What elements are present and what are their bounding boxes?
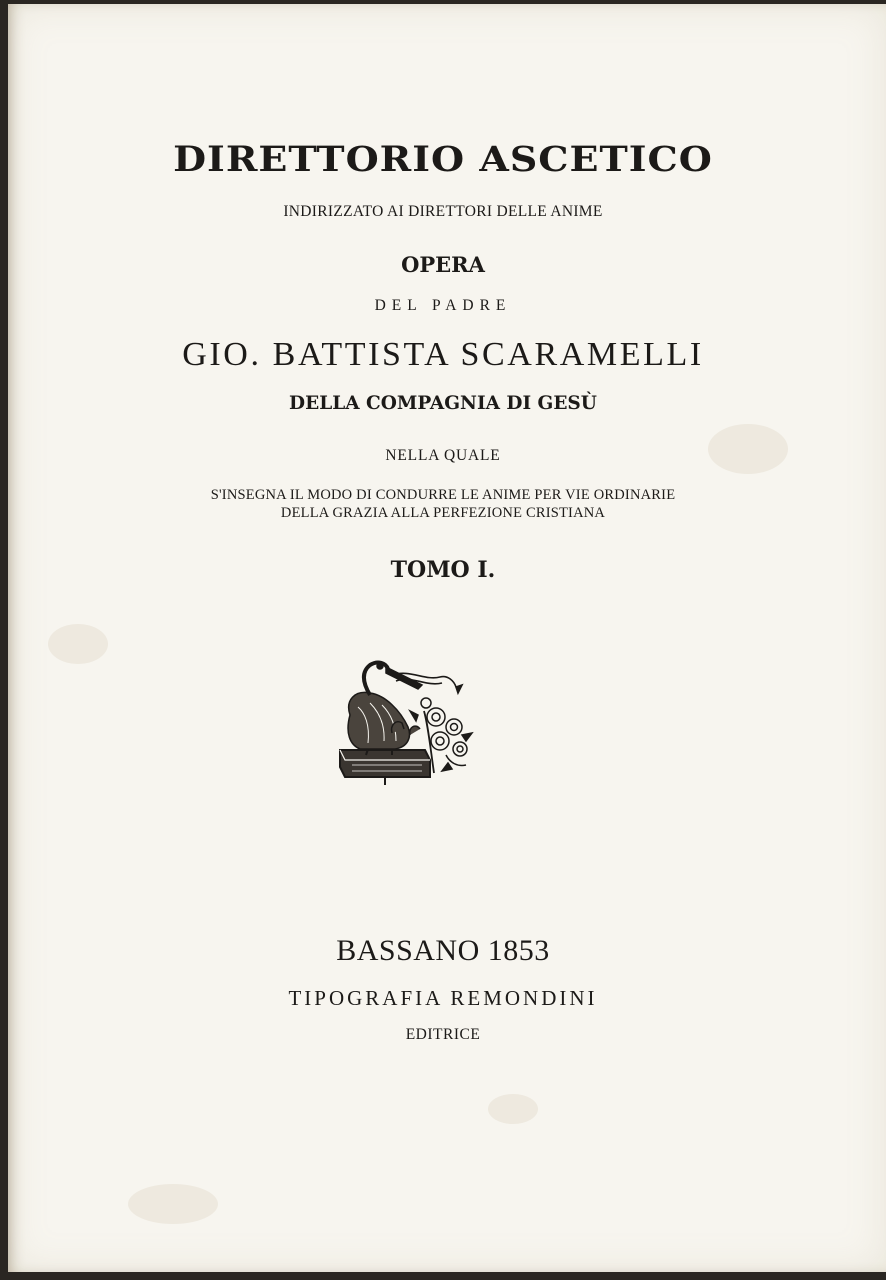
description-line-1: S'INSEGNA IL MODO DI CONDURRE LE ANIME PER VIE ORDINARIE bbox=[210, 487, 676, 503]
volume-label: TOMO I. bbox=[390, 557, 496, 583]
author-name: GIO. BATTISTA SCARAMELLI bbox=[182, 336, 704, 373]
pelican-emblem-icon bbox=[330, 655, 480, 790]
pelican bbox=[348, 662, 422, 755]
editrice-label: EDITRICE bbox=[405, 1026, 481, 1043]
description-line-2: DELLA GRAZIA ALLA PERFEZIONE CRISTIANA bbox=[280, 505, 606, 521]
imprint-place-year: BASSANO 1853 bbox=[336, 934, 550, 967]
book-title: DIRETTORIO ASCETICO bbox=[173, 137, 713, 180]
book-base bbox=[340, 750, 430, 785]
opera-label: OPERA bbox=[401, 252, 485, 277]
title-page bbox=[8, 4, 886, 1272]
book-subtitle: INDIRIZZATO AI DIRETTORI DELLE ANIME bbox=[283, 203, 603, 220]
printer-name: TIPOGRAFIA REMONDINI bbox=[288, 986, 598, 1010]
nella-quale-label: NELLA QUALE bbox=[385, 447, 501, 464]
del-padre-label: DEL PADRE bbox=[374, 297, 512, 314]
author-affiliation: DELLA COMPAGNIA DI GESÙ bbox=[289, 393, 597, 414]
